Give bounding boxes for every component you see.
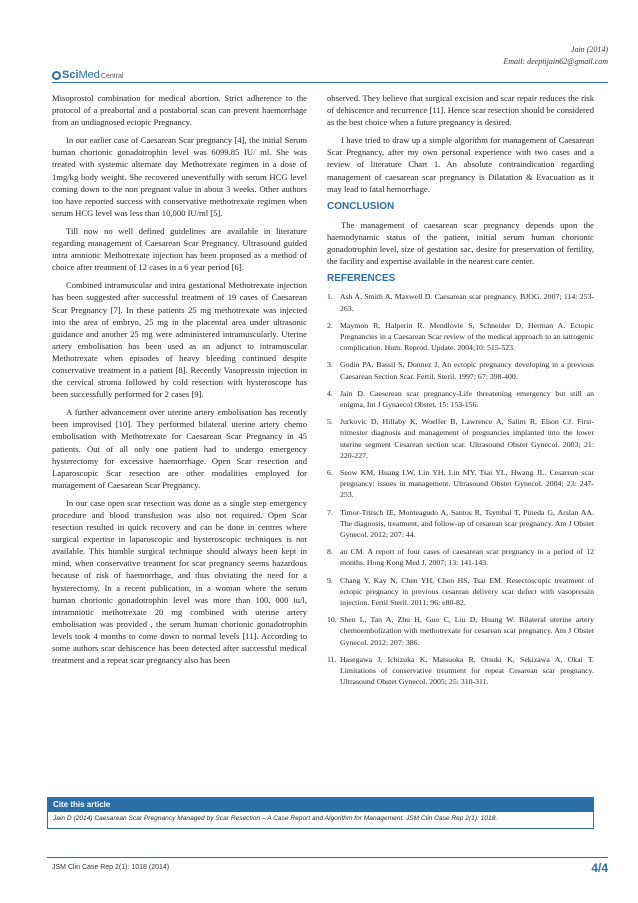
body-paragraph: In our case open scar resection was done as a single step emergency procedure and blood transfusion was also not required. Open Scar resection resulted in quick recovery and can be done in centres where surgical expertise in laparoscopic and hysteroscopic techniques is not available. This humble surgical technique should always been kept in mind, when conservative treatment for scar pregnancy seems hazardous because of risk of haemorrhage, and thus obviating the need for a hysterectomy. In a recent publication, in a woman where the serum human chorionic gonadotrophin level was more than 100, 000 iu/l, intramniotic methotrexate 20 mg combined with uterine artery embolisation was provided , the serum human chorionic gonadotrophin levels took 4 months to come down to normal levels [11]. According to some authors scar dehiscence has been detected after successful medical treatment and a repeat scar pregnancy also has been	[52, 497, 307, 666]
reference-number: 1.	[327, 292, 333, 302]
reference-item	[327, 614, 594, 648]
header-author: Jain (2014)	[570, 45, 608, 54]
reference-number: 9.	[327, 575, 333, 585]
references-list	[327, 291, 594, 687]
reference-text: Chang Y, Kay N, Chen YH, Chen HS, Tsai EM. Resectoscopic treatment of ectopic pregnancy in previous cesarean delivery scar defect with vasopressin injection. Fertil Steril. 2011; 96: e80-82.	[340, 575, 594, 607]
reference-item	[327, 507, 594, 541]
header-divider	[52, 82, 608, 83]
body-paragraph: Combined intramuscular and intra gestational Methotrexate injection has been suggested after successful treatment of 19 cases of Caesarean Scar Pregnancy [7]. In these patients 25 mg methotrexate was injected into the area of embryo, 25 mg in the placental area under ultrasonic guidance and another 25 mg were administered intramuscularly. Uterine artery embolisation has been used as an adjunct to intramuscular Methotrexate when episodes of heavy bleeding continued despite conservative treatment in a patient [8]. Recently Vasopressin injection in the cervical stroma followed by cold resection with hysteroscope has been successfully performed for 2 cases [9].	[52, 280, 307, 400]
references-heading: REFERENCES	[327, 273, 396, 285]
logo-sci: Sci	[62, 69, 79, 81]
reference-text: Godin PA, Bassil S, Donnez J, An ectopic pregnancy developing in a previous Caesarean Section Scar. Fertil. Steril. 1997; 67: 398-400.	[340, 360, 594, 381]
reference-number: 11.	[327, 654, 337, 664]
scimed-central-logo	[52, 68, 124, 82]
reference-item	[327, 359, 594, 381]
reference-item	[327, 654, 594, 688]
right-column	[327, 92, 594, 693]
body-paragraph: A further advancement over uterine artery embolisation has recently been improvised [10]. They performed bilateral uterine artery chemo embolisation with Methotrexate for Caesarean Scar Pregnancy in 45 patients. Out of all only one patient had to undergo emergency hysterectomy for excessive haemorrhage. Open Scar resection and Laparoscopic Scar resection are other modalities employed for management of Caesarean Scar Pregnancy.	[52, 407, 307, 490]
page-number: 4/4	[591, 861, 608, 875]
body-paragraph: observed. They believe that surgical excision and scar repair reduces the risk of dehiscence and recurrence [11]. Hence scar resection should be considered as the best choice when a future pregnancy is desired.	[327, 93, 594, 128]
reference-item	[327, 320, 594, 354]
reference-item	[327, 575, 594, 609]
reference-item	[327, 467, 594, 501]
conclusion-heading: CONCLUSION	[327, 200, 395, 212]
body-paragraph: In our earlier case of Caesarean Scar pregnancy [4], the initial Serum human chorionic gonadotrophin level was 6099.85 IU/ ml. She was treated with systemic alternate day Methotrexate regimen in a dose of 1mg/kg body weight. She recovered uneventfully with serum HCG level coming down to the non pregnant value in about 3 weeks. Other authors too have reported success with conservative methotrexate regimen when serum HCG level was less than 10,000 IU/ml [5].	[52, 135, 307, 218]
reference-number: 5.	[327, 417, 333, 427]
body-paragraph: Till now no well defined guidelines are available in literature regarding management of Caesarean Scar Pregnancy. Ultrasound guided intra amniotic Methotrexate injection has been proposed as a method of choice after treatment of 12 cases in a 6 year period [6].	[52, 225, 307, 273]
body-paragraph: Misoprostol combination for medical abortion. Strict adherence to the protocol of a preabortal and a postabortal scan can prevent haemorrhage from an undiagnosed ectopic Pregnancy.	[52, 93, 307, 128]
header-author-info	[503, 44, 608, 68]
reference-text: Hasegawa J, Ichizuka K, Matsuoka R, Otsuki K, Sekizawa A, Okai T. Limitations of conservative treatment for repeat Cesarean scar pregnancy. Ultrasound Obstet Gynecol. 2005; 25: 310-311.	[340, 654, 594, 687]
reference-item	[327, 388, 594, 410]
reference-text: Seow KM, Huang LW, Lin YH, Lin MY, Tsai YL, Hwang JL. Cesarean scar pregnancy: issues in management. Ultrasound Obstet Gynecol. 2004; 23: 247-253.	[340, 467, 594, 500]
footer-journal: JSM Clin Case Rep 2(1): 1018 (2014)	[52, 864, 170, 871]
cite-heading: Cite this article	[48, 798, 593, 812]
reference-text: Jain D. Caeserean scar pregnancy-Life threatening emergency but still an enigma, Int J Gynaecol Obstet. 15: 153-156.	[340, 388, 594, 409]
left-column	[52, 92, 307, 672]
reference-text: Ash A, Smith A, Maxwell D. Caesarean scar pregnancy. BJOG. 2007; 114: 253-263.	[340, 292, 594, 313]
reference-number: 8.	[327, 547, 333, 557]
logo-med: Med	[78, 69, 100, 81]
reference-text: Timor-Tritsch IE, Monteagudo A, Santos R, Tsymbal T, Pineda G, Arslan AA. The diagnosis, treatment, and follow-up of cesarean scar pregnancy. Am J Obstet Gynecol. 2012; 207: 44.	[340, 507, 594, 539]
reference-text: Jurkovic D, Hillaby K, Woelfer B, Lawrence A, Salim R, Elson CJ. First-trimester diagnosis and management of pregnancies implanted into the lower uterine segment Cesarean section scar. Ultrasound Obstet Gynecol. 2003; 21: 220-227.	[340, 417, 594, 460]
reference-item	[327, 416, 594, 461]
footer-divider	[47, 857, 608, 858]
reference-text: Maymon R, Halperin R. Mendlovie S, Schneider D, Herman A. Ectopic Pregnancies in a Caesarean Scar review of the medical approach to an iatrogenic complication. Hum. Reprod. Update. 2004;10: 515-523.	[340, 320, 594, 353]
reference-number: 2.	[327, 320, 333, 330]
cite-this-article-box	[47, 797, 594, 829]
reference-number: 7.	[327, 507, 333, 517]
logo-central: Central	[100, 72, 124, 80]
reference-number: 6.	[327, 467, 333, 477]
reference-number: 3.	[327, 360, 333, 370]
reference-item	[327, 546, 594, 568]
logo-ring-icon	[52, 71, 61, 80]
conclusion-paragraph: The management of caesarean scar pregnancy depends upon the haemodynamic status of the patient, initial serum human chorionic gonadotrophin level, size of gestation sac, desire for preservation of fertility, the facility and expertise available in the nearest care center.	[327, 219, 594, 267]
body-paragraph: I have tried to draw up a simple algorithm for management of Caesarean Scar Pregnancy, after my own personal experience with two cases and a review of literature Chart 1. An absolute contraindication regarding management of caesarean scar pregnancy is Dilatation & Evacuation as it may lead to fatal hemorrhage.	[327, 135, 594, 194]
reference-text: Shen L, Tan A, Zhu H, Guo C, Liu D, Huang W. Bilateral uterine artery chemoembolization with methotrexate for cesarean scar pregnancy. Am J Obstet Gynecol. 2012; 207: 386.	[340, 615, 594, 647]
reference-number: 4.	[327, 388, 333, 398]
reference-text: an CM. A report of four cases of caesarean scar pregnancy in a period of 12 months. Hong Kong Med J. 2007; 13: 141-143.	[340, 547, 594, 568]
header-email: Email: deeptijain62@gmail.com	[503, 57, 608, 66]
reference-item	[327, 291, 594, 313]
cite-text: Jain D (2014) Caesarean Scar Pregnancy Managed by Scar Resection – A Case Report and Algorithm for Management. JSM Clin Case Rep 2(1): 1018.	[53, 815, 498, 822]
reference-number: 10.	[327, 615, 337, 625]
